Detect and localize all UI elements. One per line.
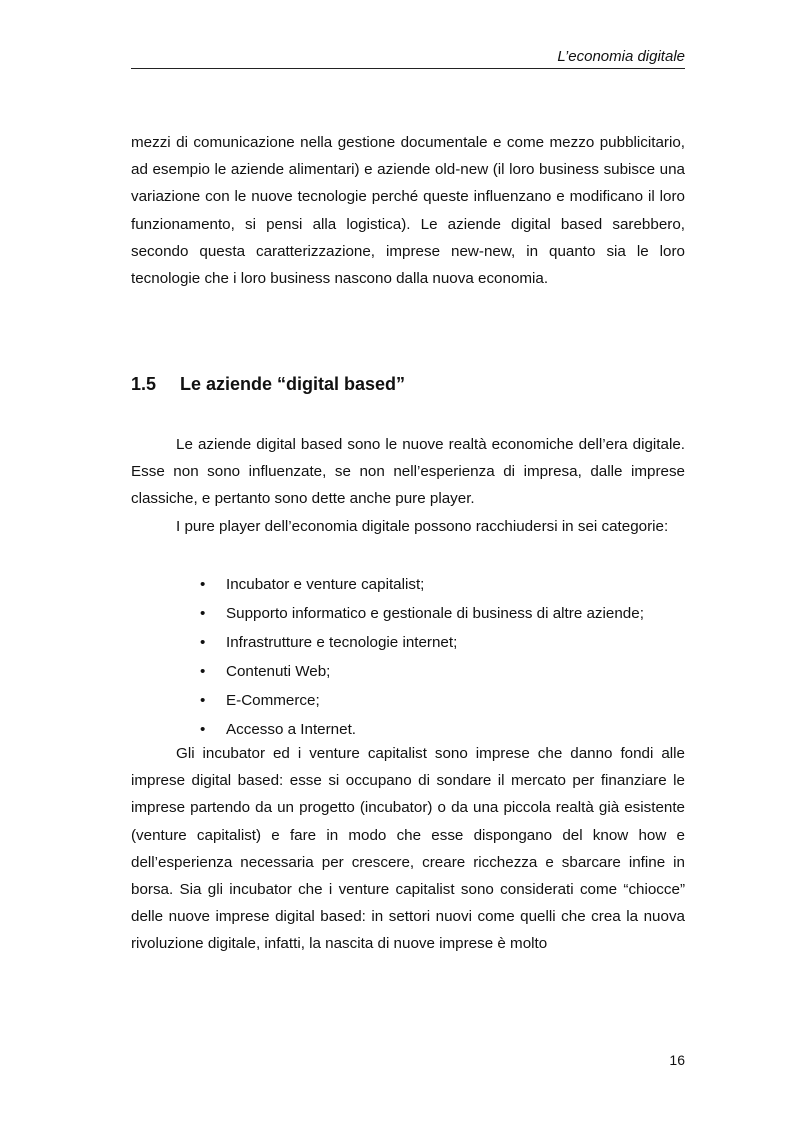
list-item: • Supporto informatico e gestionale di business di altre aziende;	[200, 599, 644, 628]
section-paragraph-3: Gli incubator ed i venture capitalist sono imprese che danno fondi alle imprese digital based: esse si occupano di sondare il mercato per finanziare le imprese partendo da un progetto (incubator) o da una piccola realtà già esistente (venture capitalist) e fare in modo che esse dispongano del know how e dell’esperienza necessaria per crescere, creare ricchezza e sbarcare infine in borsa. Sia gli incubator che i venture capitalist sono considerati come “chiocce” delle nuove imprese digital based: in settori nuovi come quelli che crea la nuova rivoluzione digitale, infatti, la nascita di nuove imprese è molto	[131, 745, 685, 953]
section-paragraph-1: Le aziende digital based sono le nuove realtà economiche dell’era digitale. Esse non sono influenzate, se non nell’esperienza di impresa, dalle imprese classiche, e pertanto sono dette anche pure player.	[131, 436, 685, 508]
category-list	[200, 570, 644, 744]
list-item: • E-Commerce;	[200, 686, 644, 715]
list-item: • Accesso a Internet.	[200, 715, 644, 744]
section-number: 1.5	[131, 374, 157, 394]
page-number: 16	[669, 1052, 685, 1068]
running-header	[131, 48, 685, 69]
list-item: • Infrastrutture e tecnologie internet;	[200, 628, 644, 657]
section-heading	[131, 370, 685, 398]
header-title: L’economia digitale	[557, 48, 685, 65]
intro-paragraph: mezzi di comunicazione nella gestione documentale e come mezzo pubblicitario, ad esempio le aziende alimentari) e aziende old-new (il loro business subisce una variazione con le nuove tecnologie perché queste influenzano e modificano il loro funzionamento, si pensi alla logistica). Le aziende digital based sarebbero, secondo questa caratterizzazione, imprese new-new, in quanto sia le loro tecnologie che i loro business nascono dalla nuova economia.	[131, 134, 685, 288]
list-item: • Contenuti Web;	[200, 657, 644, 686]
section-title: Le aziende “digital based”	[180, 374, 406, 394]
list-item: • Incubator e venture capitalist;	[200, 570, 644, 599]
section-paragraph-2: I pure player dell’economia digitale possono racchiudersi in sei categorie:	[176, 518, 669, 535]
